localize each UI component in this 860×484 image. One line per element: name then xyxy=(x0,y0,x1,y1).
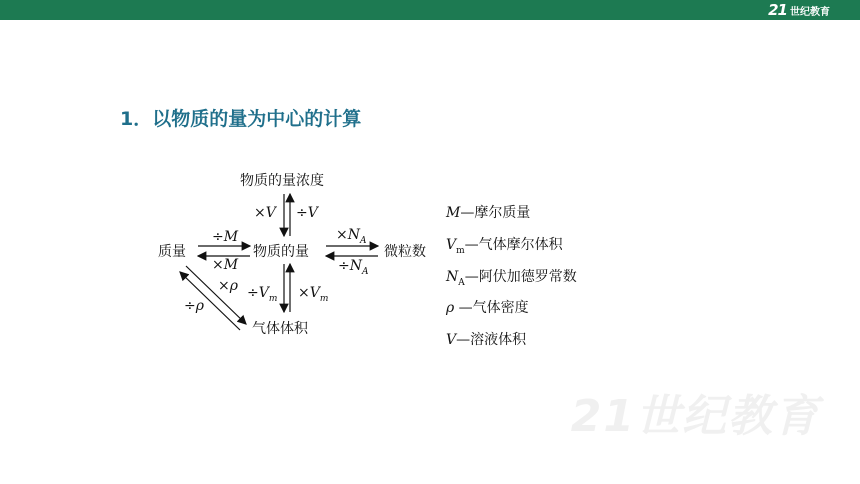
symbol-legend xyxy=(446,200,577,359)
label-times-v: ×V xyxy=(254,205,276,221)
label-div-rho: ÷ρ xyxy=(184,298,204,314)
legend-item: $N_A—$阿伏加德罗常数 xyxy=(446,268,577,288)
page-title: 1．以物质的量为中心的计算 xyxy=(120,108,362,130)
legend-item: V—溶液体积 xyxy=(446,332,527,349)
label-times-m: ×M xyxy=(212,257,239,273)
legend-item: ρ —气体密度 xyxy=(446,300,529,317)
label-times-vm: $\times V_m$ xyxy=(298,285,329,304)
watermark: 21世纪教育 xyxy=(570,391,820,442)
node-mass: 质量 xyxy=(158,244,186,260)
label-div-na: $\div N_A$ xyxy=(338,258,369,277)
node-amount: 物质的量 xyxy=(253,244,309,260)
label-times-na: $\times N_A$ xyxy=(336,227,367,246)
label-div-m: ÷M xyxy=(212,229,239,245)
node-gas-volume: 气体体积 xyxy=(252,321,308,337)
label-times-rho: ×ρ xyxy=(218,278,238,294)
logo-mark: 21 xyxy=(768,1,787,19)
arrow-mass-to-gas xyxy=(186,266,246,324)
logo-text: 世纪教育 xyxy=(790,6,830,18)
node-concentration: 物质的量浓度 xyxy=(240,173,324,189)
legend-item: $V_m—$气体摩尔体积 xyxy=(446,236,563,256)
label-div-vm: $\div V_m$ xyxy=(247,285,278,304)
legend-item: M—摩尔质量 xyxy=(446,205,531,221)
node-particles: 微粒数 xyxy=(384,244,426,260)
label-div-v: ÷V xyxy=(296,205,318,221)
